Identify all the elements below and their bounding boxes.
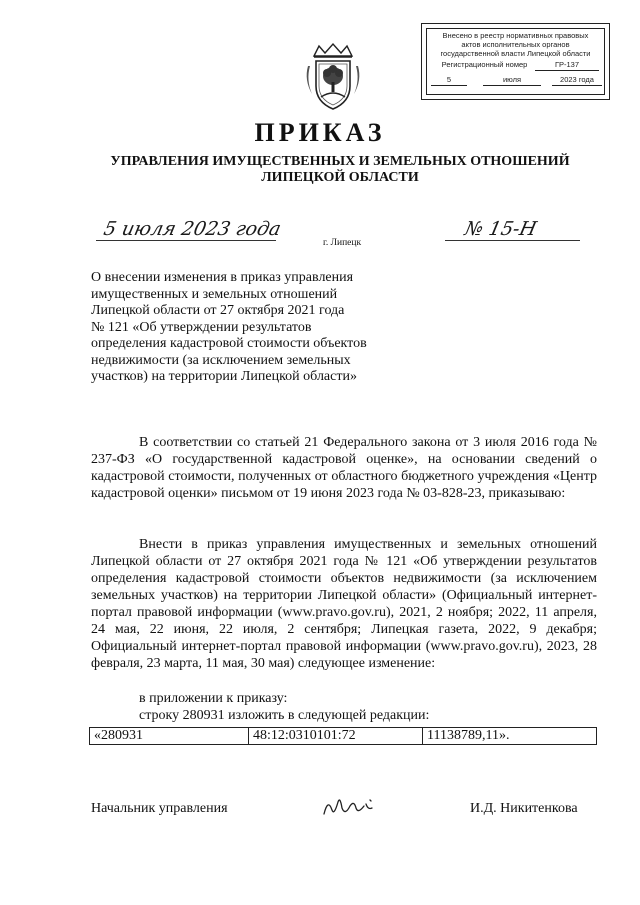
order-subject bbox=[91, 270, 391, 386]
stamp-underline bbox=[552, 85, 602, 86]
issuing-authority-line-1: УПРАВЛЕНИЯ ИМУЩЕСТВЕННЫХ И ЗЕМЕЛЬНЫХ ОТНОШЕНИЙ bbox=[110, 154, 570, 169]
registration-stamp bbox=[421, 23, 610, 100]
signatory-name: И.Д. Никитенкова bbox=[470, 801, 578, 816]
preamble-paragraph: В соответствии со статьей 21 Федерального закона от 3 июля 2016 года № 237-ФЗ «О государственной кадастровой оценке», на основании сведений о кадастровой стоимости, полученных от областного бюджетного учреждения «Центр кадастровой оценки» письмом от 19 июня 2023 года № 03-828-23, приказываю: bbox=[91, 435, 597, 501]
subject-line: Липецкой области от 27 октября 2021 года bbox=[91, 303, 345, 318]
stamp-underline bbox=[431, 85, 467, 86]
stamp-line-2: актов исполнительных органов bbox=[461, 40, 570, 49]
date-underline bbox=[96, 240, 276, 241]
subject-line: имущественных и земельных отношений bbox=[91, 286, 338, 302]
stamp-year: 2023 года bbox=[560, 75, 594, 84]
subject-line: недвижимости (за исключением земельных bbox=[91, 352, 351, 368]
table-cell-cadastral-value: 11138789,11». bbox=[423, 728, 597, 745]
city-label: г. Липецк bbox=[323, 238, 362, 248]
issuing-authority bbox=[90, 154, 590, 186]
stamp-underline bbox=[483, 85, 541, 86]
handwritten-date: 5 июля 2023 года bbox=[101, 218, 283, 240]
subject-line: определения кадастровой стоимости объектов bbox=[91, 336, 367, 351]
stamp-reg-number: ГР-137 bbox=[554, 60, 580, 69]
subject-line: О внесении изменения в приказ управления bbox=[91, 270, 354, 285]
signatory-position: Начальник управления bbox=[91, 801, 228, 816]
amendment-paragraph: Внести в приказ управления имущественных и земельных отношений Липецкой области от 27 октября 2021 года № 121 «Об утверждении результатов определения кадастровой стоимости объектов недвижимости (за исключением земельных участков) на территории Липецкой области» (Официальный интернет-портал правовой информации (www.pravo.gov.ru), 2021, 2 ноября; 2022, 11 апреля, 24 мая, 22 июня, 22 июля, 2 сентября; Липецкая газета, 2022, 9 декабря; Официальный интернет-портал правовой информации (www.pravo.gov.ru), 2023, 28 февраля, 23 марта, 11 мая, 30 мая) следующее изменение: bbox=[91, 537, 597, 671]
stamp-month: июля bbox=[502, 75, 522, 84]
document-title: ПРИКАЗ bbox=[254, 118, 386, 147]
issuing-authority-line-2: ЛИПЕЦКОЙ ОБЛАСТИ bbox=[261, 170, 419, 185]
stamp-line-3: государственной власти Липецкой области bbox=[440, 49, 591, 58]
row-instruction-line: строку 280931 изложить в следующей редакции: bbox=[139, 708, 430, 723]
stamp-line-1: Внесено в реестр нормативных правовых bbox=[442, 31, 589, 40]
stamp-underline bbox=[535, 70, 599, 71]
table-row bbox=[90, 728, 597, 745]
stamp-reg-label: Регистрационный номер bbox=[441, 60, 528, 69]
handwritten-order-number: № 15-Н bbox=[462, 218, 539, 240]
table-cell-cadastral-number: 48:12:0310101:72 bbox=[249, 728, 423, 745]
appendix-line: в приложении к приказу: bbox=[139, 691, 288, 706]
table-cell-row-number: «280931 bbox=[90, 728, 249, 745]
coat-of-arms-emblem bbox=[300, 42, 366, 112]
stamp-day: 5 bbox=[446, 75, 452, 84]
subject-line: участков) на территории Липецкой области» bbox=[91, 369, 357, 384]
handwritten-signature bbox=[320, 792, 380, 822]
number-underline bbox=[445, 240, 580, 241]
cadastral-value-table bbox=[89, 727, 597, 745]
subject-line: № 121 «Об утверждении результатов bbox=[91, 319, 312, 335]
